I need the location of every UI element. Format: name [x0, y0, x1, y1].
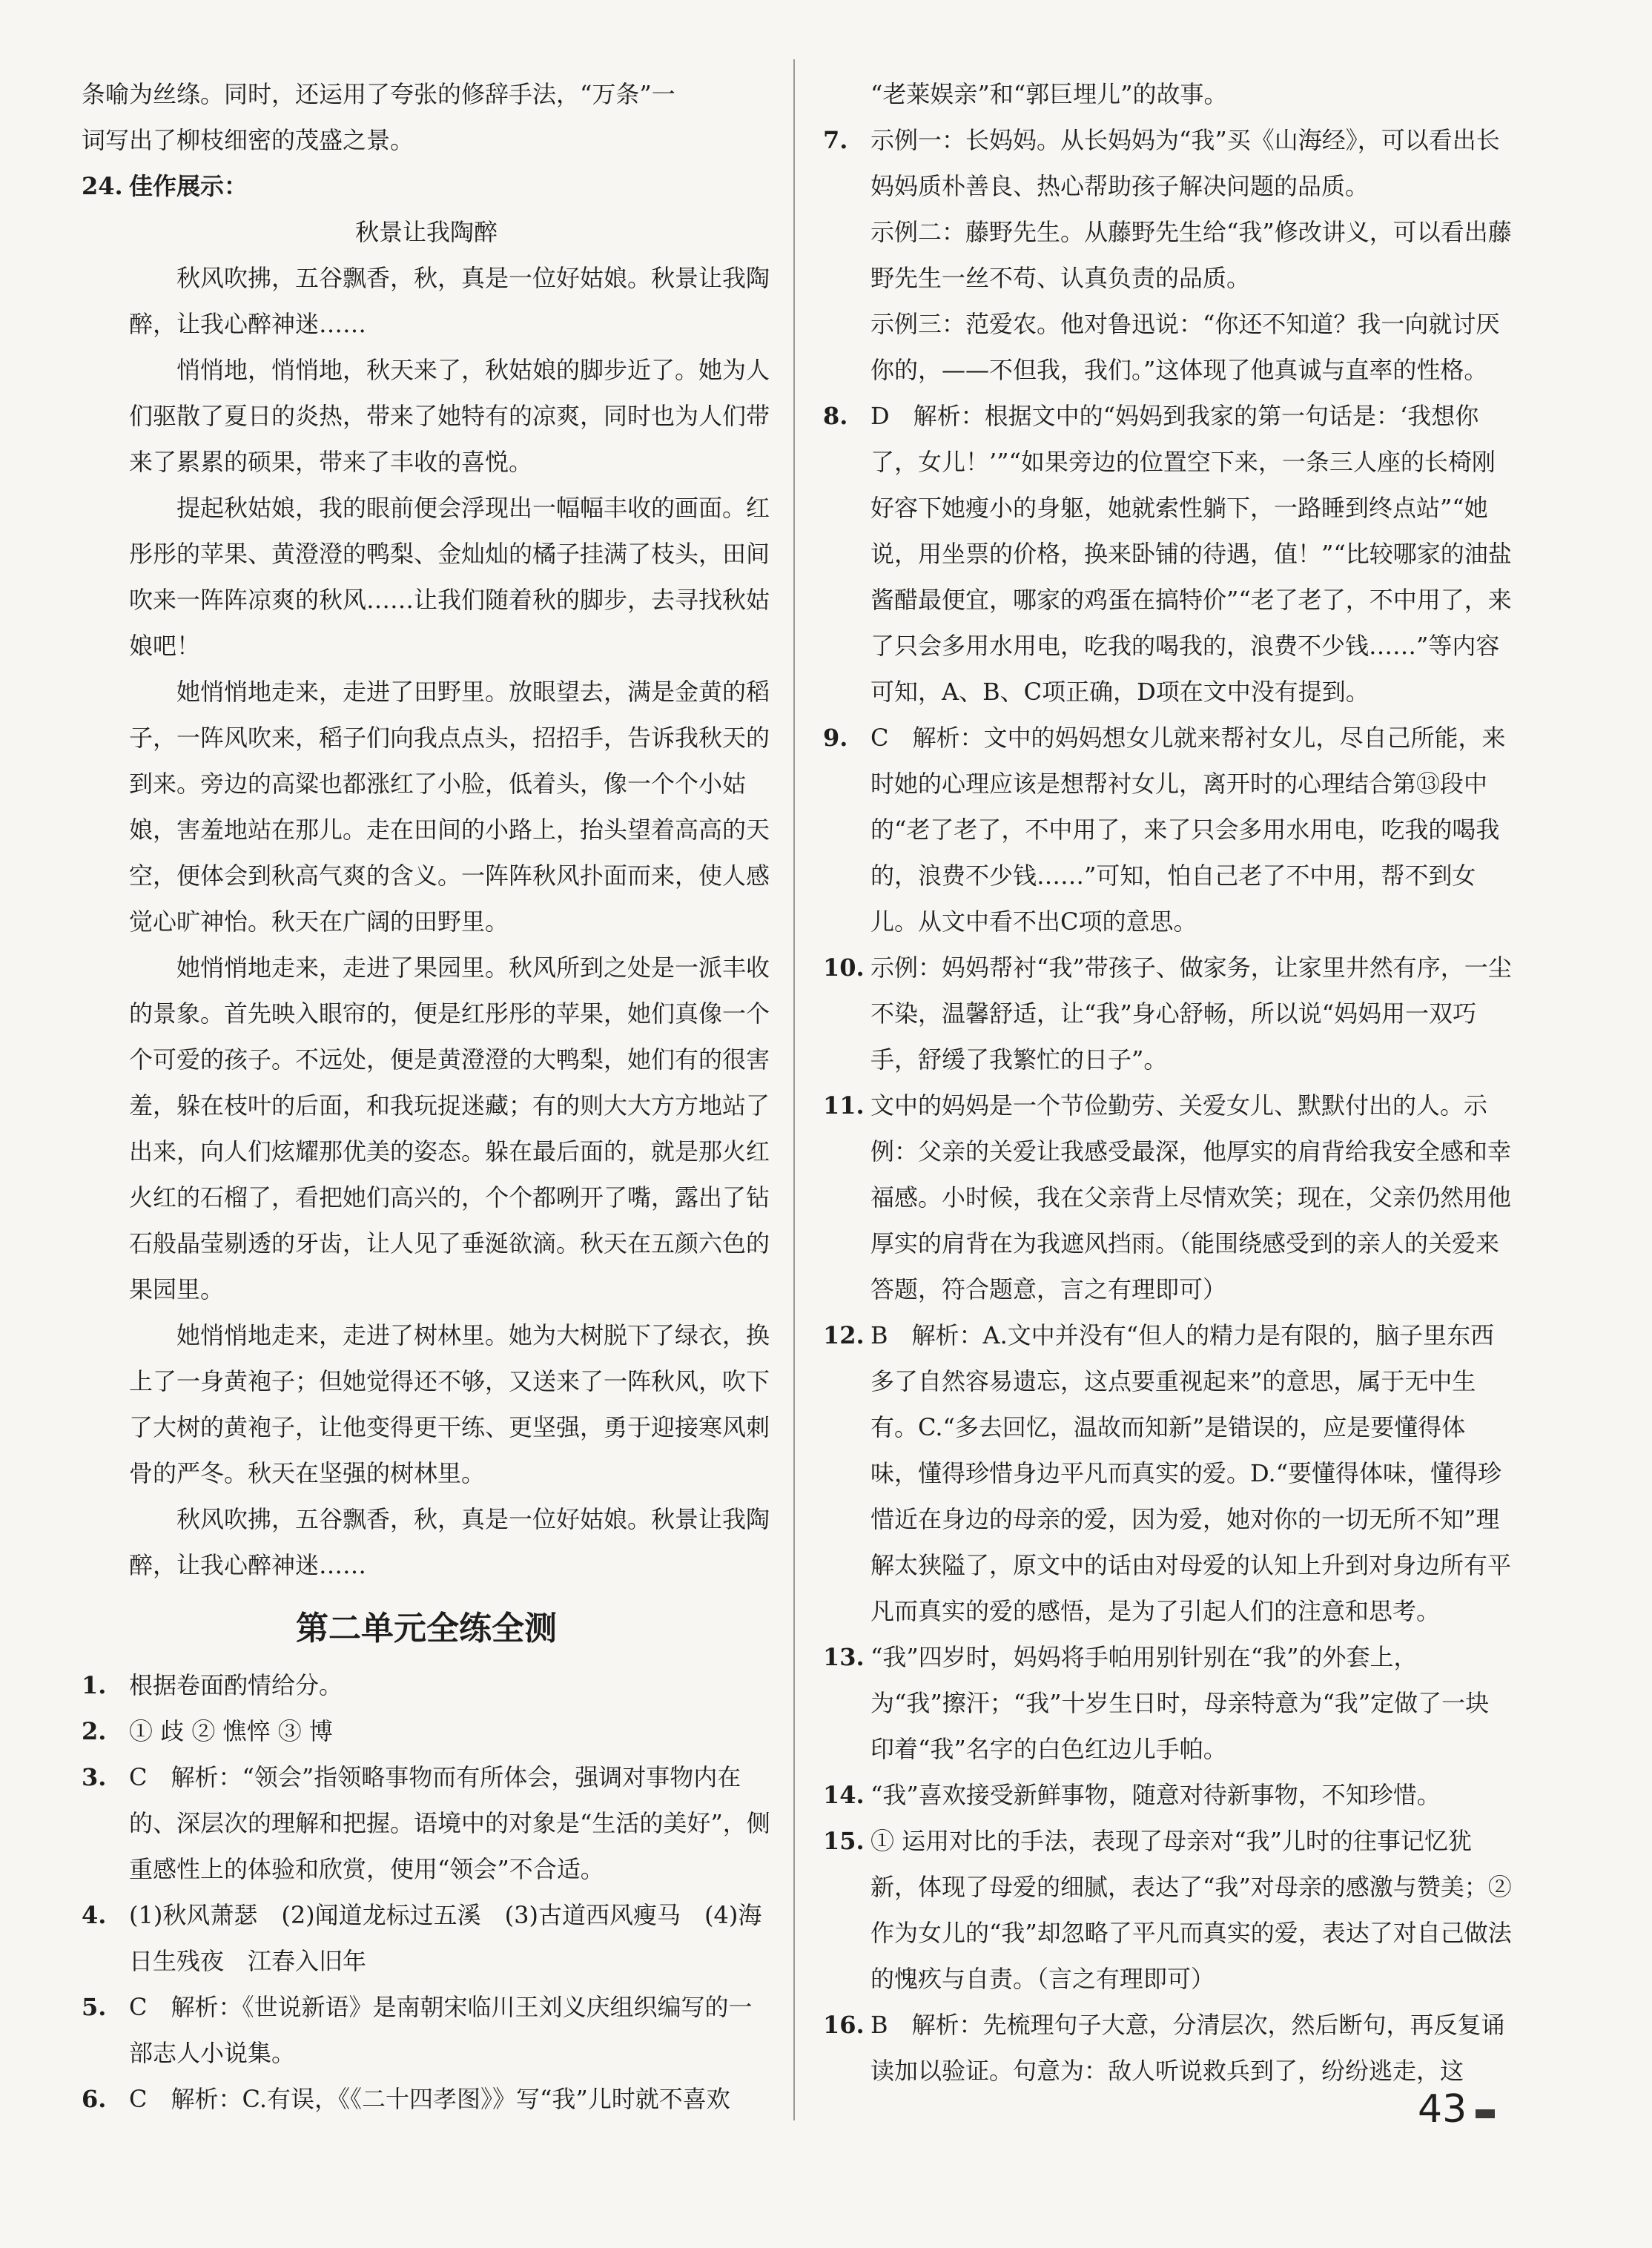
answer-text: C 解析：“领会”指领略事物而有所体会，强调对事物内在的、深层次的理解和把握。语境中的对象是“生活的美好”，侧重感性上的体验和欣赏，使用“领会”不合适。 — [129, 1763, 770, 1883]
answer-number: 3. — [82, 1763, 107, 1791]
answer-text: 示例：妈妈帮衬“我”带孩子、做家务，让家里井然有序，一尘不染，温馨舒适，让“我”身心舒畅，所以说“妈妈用一双巧手，舒缓了我繁忙的日子”。 — [870, 953, 1512, 1074]
answer-item — [823, 715, 1513, 945]
answer-item — [823, 393, 1513, 715]
answer-number: 8. — [823, 402, 848, 430]
column-divider — [793, 59, 795, 2120]
answer-text: ① 运用对比的手法，表现了母亲对“我”儿时的往事记忆犹新，体现了母爱的细腻，表达了“我”对母亲的感激与赞美；② 作为女儿的“我”却忽略了平凡而真实的爱，表达了对自己做法的愧疚与自责。（言之有理即可） — [870, 1827, 1512, 1993]
answer-item — [823, 2002, 1513, 2094]
answer-text: “我”四岁时，妈妈将手帕用别针别在“我”的外套上，为“我”擦汗；“我”十岁生日时，母亲特意为“我”定做了一块印着“我”名字的白色红边儿手帕。 — [870, 1643, 1490, 1763]
answer-number: 4. — [82, 1901, 107, 1929]
essay-paragraph: 秋风吹拂，五谷飘香，秋，真是一位好姑娘。秋景让我陶醉，让我心醉神迷…… — [129, 264, 770, 338]
essay-paragraph: 提起秋姑娘，我的眼前便会浮现出一幅幅丰收的画面。红彤彤的苹果、黄澄澄的鸭梨、金灿灿的橘子挂满了枝头，田间吹来一阵阵凉爽的秋风……让我们随着秋的脚步，去寻找秋姑娘吧！ — [129, 494, 770, 660]
essay-paragraph: 秋风吹拂，五谷飘香，秋，真是一位好姑娘。秋景让我陶醉，让我心醉神迷…… — [129, 1505, 770, 1579]
answer-item — [823, 1082, 1513, 1312]
answer-number: 16. — [823, 2011, 865, 2039]
answer-text: ① 歧 ② 憔悴 ③ 博 — [129, 1717, 333, 1745]
answer-text: 示例一：长妈妈。从长妈妈为“我”买《山海经》，可以看出长妈妈质朴善良、热心帮助孩子解决问题的品质。 — [870, 126, 1500, 200]
answer-item — [82, 1662, 771, 1708]
answer-text: B 解析：A.文中并没有“但人的精力是有限的，脑子里东西多了自然容易遗忘，这点要重视起来”的意思，属于无中生有。C.“多去回忆，温故而知新”是错误的，应是要懂得体味，懂得珍惜身边平凡而真实的爱。D.“要懂得体味，懂得珍惜近在身边的母亲的爱，因为爱，她对你的一切无所不知”理解太狭隘了，原文中的话由对母爱的认知上升到对身边所有平凡而真实的爱的感悟，是为了引起人们的注意和思考。 — [870, 1321, 1512, 1625]
page-number: 43 — [1418, 2087, 1467, 2132]
right-column — [823, 71, 1513, 2094]
section-title: 第二单元全练全测 — [296, 1610, 557, 1647]
question-number: 24. — [82, 172, 123, 200]
answer-number: 2. — [82, 1717, 107, 1745]
page-number-marker — [1476, 2109, 1495, 2118]
answer-item — [82, 1708, 771, 1754]
answer-item — [823, 1818, 1513, 2002]
answer-item — [823, 1312, 1513, 1634]
answer-number: 12. — [823, 1321, 865, 1349]
answer-item — [823, 209, 1513, 301]
answer-text: 示例二：藤野先生。从藤野先生给“我”修改讲义，可以看出藤野先生一丝不苟、认真负责的品质。 — [870, 218, 1512, 292]
essay-paragraph: 她悄悄地走来，走进了田野里。放眼望去，满是金黄的稻子，一阵风吹来，稻子们向我点点头，招招手，告诉我秋天的到来。旁边的高粱也都涨红了小脸，低着头，像一个个小姑娘，害羞地站在那儿。走在田间的小路上，抬头望着高高的天空，便体会到秋高气爽的含义。一阵阵秋风扑面而来，使人感觉心旷神怡。秋天在广阔的田野里。 — [129, 678, 770, 936]
answer-number: 13. — [823, 1643, 865, 1671]
answer-text: D 解析：根据文中的“妈妈到我家的第一句话是：‘我想你了，女儿！’”“如果旁边的位置空下来，一条三人座的长椅刚好容下她瘦小的身躯，她就索性躺下，一路睡到终点站”“她说，用坐票的价格，换来卧铺的待遇，值！”“比较哪家的油盐酱醋最便宜，哪家的鸡蛋在搞特价”“老了老了，不中用了，来了只会多用水用电，吃我的喝我的，浪费不少钱……”等内容可知，A、B、C项正确，D项在文中没有提到。 — [870, 402, 1512, 706]
essay-body — [82, 255, 771, 1588]
answer-item — [82, 2076, 771, 2122]
answer-text: (1)秋风萧瑟 (2)闻道龙标过五溪 (3)古道西风瘦马 (4)海日生残夜 江春入旧年 — [129, 1901, 762, 1975]
question-24 — [82, 163, 771, 209]
answer-text: 根据卷面酌情给分。 — [129, 1671, 343, 1699]
intro-line-2: 词写出了柳枝细密的茂盛之景。 — [82, 126, 414, 154]
answer-item — [82, 1892, 771, 1984]
answer-number: 6. — [82, 2085, 107, 2113]
essay-paragraph: 她悄悄地走来，走进了果园里。秋风所到之处是一派丰收的景象。首先映入眼帘的，便是红彤彤的苹果，她们真像一个个可爱的孩子。不远处，便是黄澄澄的大鸭梨，她们有的很害羞，躲在枝叶的后面，和我玩捉迷藏；有的则大大方方地站了出来，向人们炫耀那优美的姿态。躲在最后面的，就是那火红火红的石榴了，看把她们高兴的，个个都咧开了嘴，露出了钻石般晶莹剔透的牙齿，让人见了垂涎欲滴。秋天在五颜六色的果园里。 — [129, 953, 770, 1303]
essay-paragraph: 悄悄地，悄悄地，秋天来了，秋姑娘的脚步近了。她为人们驱散了夏日的炎热，带来了她特有的凉爽，同时也为人们带来了累累的硕果，带来了丰收的喜悦。 — [129, 356, 770, 476]
answer-item — [82, 1754, 771, 1892]
answer-number: 14. — [823, 1781, 865, 1809]
answer-item — [823, 1772, 1513, 1818]
answer-number: 7. — [823, 126, 848, 154]
answer-number: 1. — [82, 1671, 107, 1699]
essay-title: 秋景让我陶醉 — [354, 218, 498, 246]
answer-text: C 解析：C.有误，《《二十四孝图》》写“我”儿时就不喜欢 — [129, 2085, 730, 2113]
answer-item — [823, 945, 1513, 1082]
answer-text: “我”喜欢接受新鲜事物，随意对待新事物，不知珍惜。 — [870, 1781, 1441, 1809]
answer-text: C 解析：《世说新语》是南朝宋临川王刘义庆组织编写的一部志人小说集。 — [129, 1993, 753, 2067]
question-label: 佳作展示： — [129, 172, 248, 200]
left-column — [82, 71, 771, 2122]
answer-number: 9. — [823, 724, 848, 752]
answer-number: 10. — [823, 953, 865, 982]
answer-item — [82, 1984, 771, 2076]
answer-item — [823, 1634, 1513, 1772]
answer-item — [823, 301, 1513, 393]
answer-number: 5. — [82, 1993, 107, 2021]
answer-text: B 解析：先梳理句子大意，分清层次，然后断句，再反复诵读加以验证。句意为：敌人听说救兵到了，纷纷逃走，这 — [870, 2011, 1505, 2085]
answer-number — [823, 301, 870, 393]
answer-text: 文中的妈妈是一个节俭勤劳、关爱女儿、默默付出的人。示例：父亲的关爱让我感受最深，他厚实的肩背给我安全感和幸福感。小时候，我在父亲背上尽情欢笑；现在，父亲仍然用他厚实的肩背在为我遮风挡雨。（能围绕感受到的亲人的关爱来答题，符合题意，言之有理即可） — [870, 1091, 1512, 1303]
answer-text: 示例三：范爱农。他对鲁迅说：“你还不知道？我一向就讨厌你的，——不但我，我们。”这体现了他真诚与直率的性格。 — [870, 310, 1500, 384]
answer-continuation: “老莱娱亲”和“郭巨埋儿”的故事。 — [870, 80, 1228, 108]
answer-number: 11. — [823, 1091, 865, 1120]
answer-number — [823, 209, 870, 301]
answer-number: 15. — [823, 1827, 865, 1855]
answer-text: C 解析：文中的妈妈想女儿就来帮衬女儿，尽自己所能，来时她的心理应该是想帮衬女儿，离开时的心理结合第⑬段中的“老了老了，不中用了，来了只会多用水用电，吃我的喝我的，浪费不少钱……”可知，怕自己老了不中用，帮不到女儿。从文中看不出C项的意思。 — [870, 724, 1506, 936]
essay-paragraph: 她悄悄地走来，走进了树林里。她为大树脱下了绿衣，换上了一身黄袍子；但她觉得还不够，又送来了一阵秋风，吹下了大树的黄袍子，让他变得更干练、更坚强，勇于迎接寒风刺骨的严冬。秋天在坚强的树林里。 — [129, 1321, 770, 1487]
intro-line-1: 条喻为丝绦。同时，还运用了夸张的修辞手法，“万条”一 — [82, 80, 675, 108]
answer-item — [823, 117, 1513, 209]
